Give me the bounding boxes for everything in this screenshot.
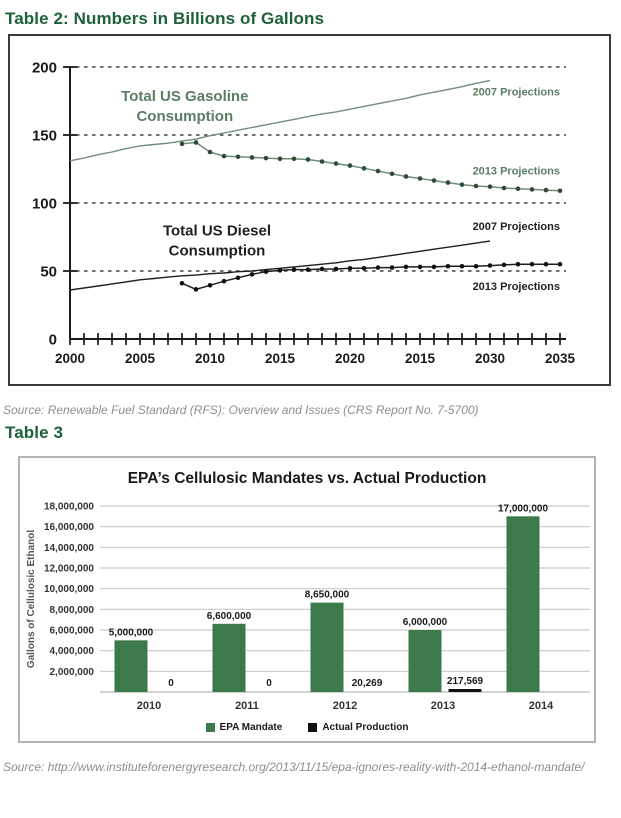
table2-chart-frame (8, 34, 611, 386)
y-tick-label: 200 (31, 59, 57, 77)
bar-chart-legend (20, 717, 594, 737)
actual-production-bar (449, 689, 482, 692)
x-tick-label: 2035 (544, 351, 576, 366)
cellulosic-bar-chart (20, 491, 594, 717)
mandate-value-label: 6,600,000 (206, 610, 252, 622)
legend-swatch (206, 723, 215, 732)
x-category-label: 2013 (430, 700, 456, 712)
y-tick-label: 50 (40, 263, 57, 281)
x-category-label: 2014 (528, 700, 554, 712)
y-tick-label: 150 (31, 127, 57, 145)
x-tick-labels (55, 351, 576, 366)
epa-mandate-bar (213, 624, 246, 692)
x-tick-label: 2015 (404, 351, 436, 366)
chart-annotation: 2013 Projections (472, 165, 560, 178)
bar-group (498, 503, 554, 712)
y-tick-label: 0 (48, 331, 57, 349)
chart-annotation: 2013 Projections (472, 281, 560, 294)
chart-annotation: Total US Diesel Consumption (162, 222, 272, 260)
table2-heading: Table 2: Numbers in Billions of Gallons (5, 9, 325, 28)
bar-group (403, 617, 484, 712)
epa-mandate-bar (311, 603, 344, 692)
chart-annotation: 2007 Projections (472, 86, 560, 99)
y-tick-labels (44, 502, 94, 678)
x-category-label: 2011 (235, 700, 259, 712)
y-tick-label: 14,000,000 (43, 542, 94, 554)
bar-group (109, 627, 174, 712)
x-tick-label: 2030 (474, 351, 506, 366)
bar-chart-title: EPA’s Cellulosic Mandates vs. Actual Production (127, 470, 487, 487)
mandate-value-label: 17,000,000 (497, 503, 549, 515)
y-tick-labels (32, 60, 57, 349)
y-tick-label: 2,000,000 (49, 666, 94, 678)
mandate-value-label: 6,000,000 (402, 617, 448, 628)
y-tick-label: 8,000,000 (49, 604, 94, 616)
x-tick-label: 2000 (54, 351, 86, 366)
legend-label: Actual Production (322, 721, 409, 733)
epa-mandate-bar (115, 640, 148, 692)
actual-value-label: 217,569 (446, 675, 484, 687)
actual-value-label: 20,269 (351, 677, 383, 689)
epa-mandate-bar (507, 516, 540, 692)
y-tick-label: 10,000,000 (43, 584, 94, 596)
table3-chart-frame (18, 456, 596, 743)
x-tick-label: 2010 (194, 351, 226, 366)
mandate-value-label: 5,000,000 (108, 627, 154, 639)
y-tick-label: 6,000,000 (49, 625, 94, 637)
table2-source: Source: Renewable Fuel Standard (RFS): Overview and Issues (CRS Report No. 7-5700) (3, 403, 479, 417)
chart-annotation: 2007 Projections (472, 221, 560, 234)
x-tick-label: 2015 (264, 351, 296, 366)
legend-item (308, 722, 408, 733)
actual-value-label: 0 (168, 678, 174, 689)
series (70, 241, 490, 290)
y-tick-label: 16,000,000 (43, 522, 94, 534)
y-tick-label: 4,000,000 (49, 646, 94, 658)
x-tick-label: 2020 (334, 351, 366, 366)
x-tick-label: 2005 (124, 351, 156, 366)
y-axis-title: Gallons of Cellulosic Ethanol (26, 529, 37, 669)
y-tick-label: 18,000,000 (43, 501, 94, 513)
x-category-label: 2010 (136, 700, 162, 712)
legend-swatch (308, 723, 317, 732)
y-tick-label: 12,000,000 (43, 563, 94, 575)
legend-label: EPA Mandate (219, 721, 283, 733)
y-tick-label: 100 (31, 195, 57, 213)
table3-heading: Table 3 (5, 423, 64, 442)
epa-mandate-bar (409, 630, 442, 692)
table3-source: Source: http://www.instituteforenergyresearch.org/2013/11/15/epa-ignores-reality-with-2014-ethanol-mandate/ (3, 760, 585, 774)
legend-item (206, 722, 283, 733)
x-category-label: 2012 (332, 700, 358, 712)
chart-annotation: Total US Gasoline Consumption (121, 88, 249, 125)
mandate-value-label: 8,650,000 (304, 589, 350, 601)
bar-group (207, 611, 272, 712)
actual-value-label: 0 (266, 678, 272, 689)
consumption-line-chart (10, 36, 609, 384)
